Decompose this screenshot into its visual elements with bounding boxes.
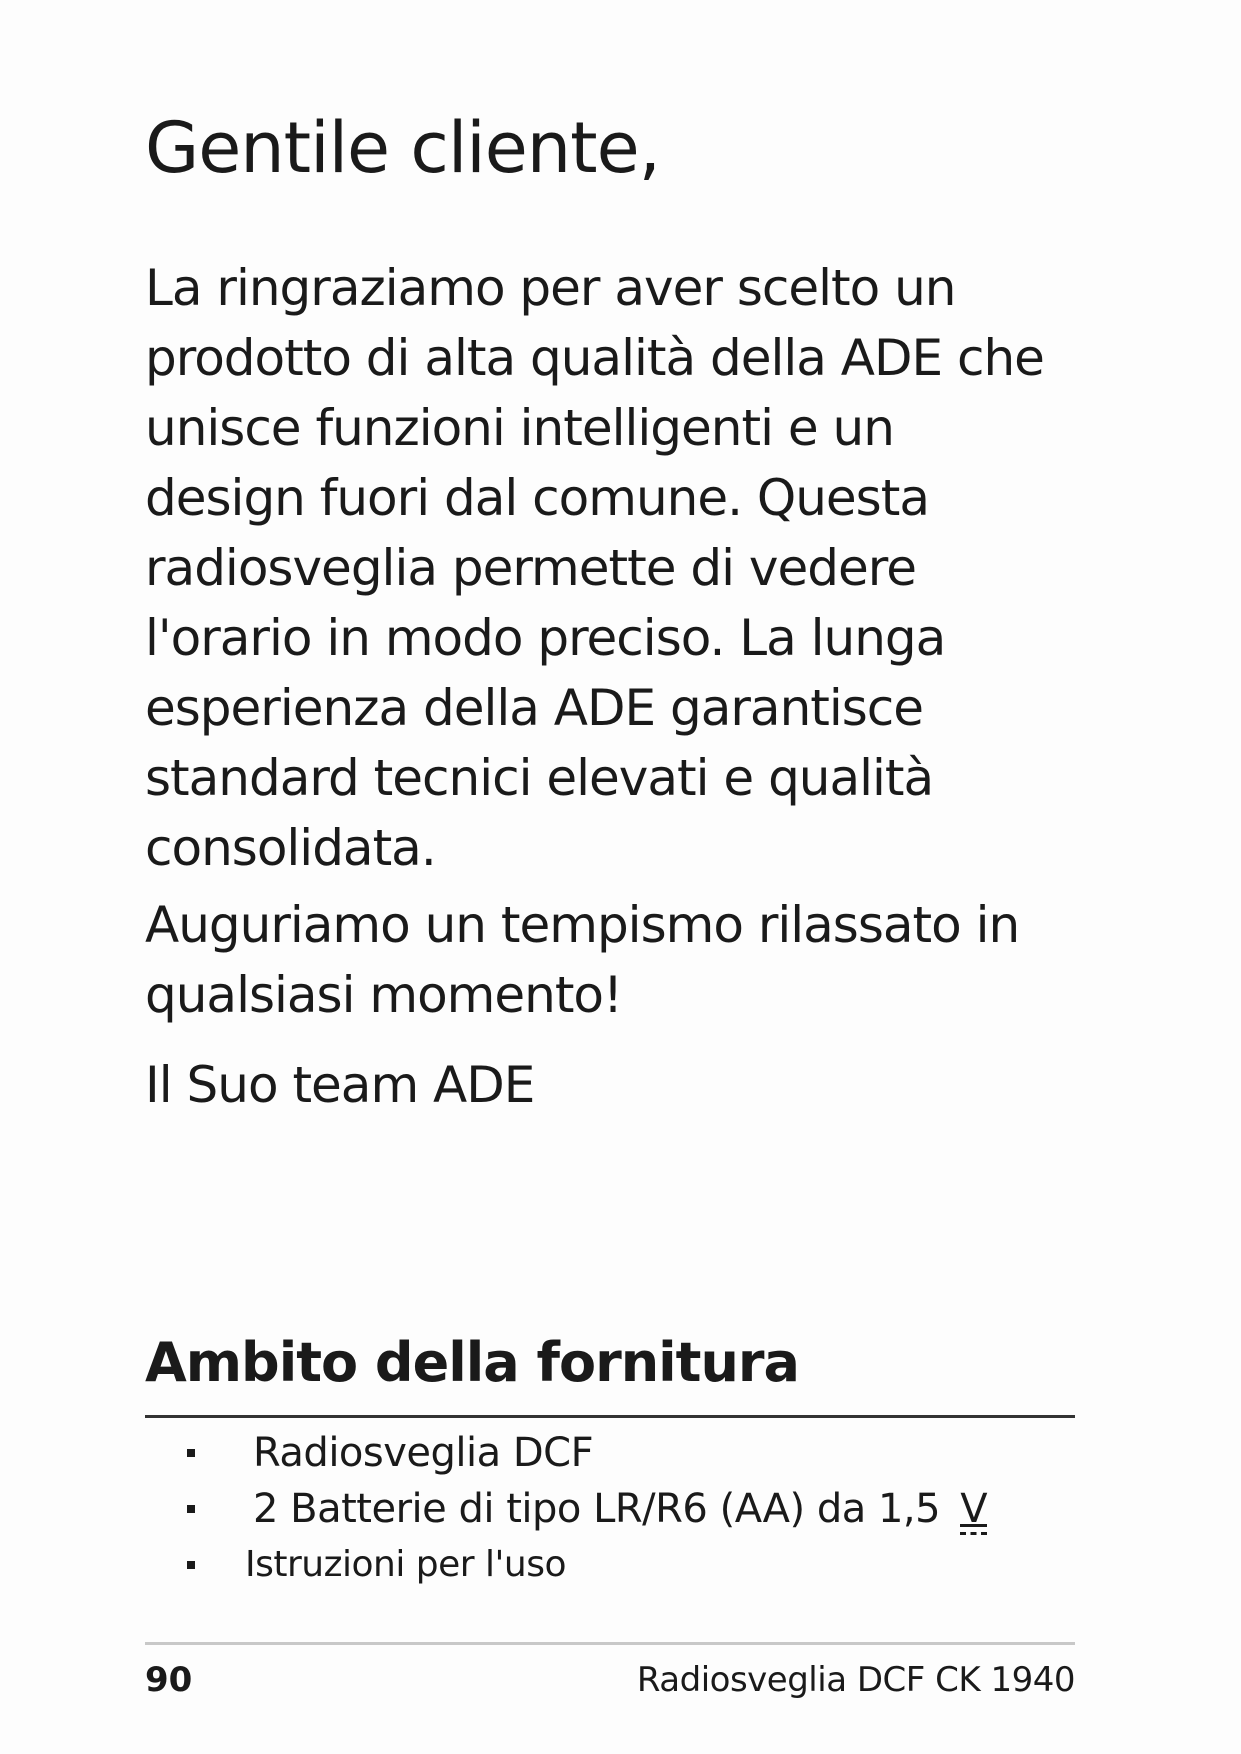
list-item-text: Radiosveglia DCF	[253, 1430, 594, 1476]
supply-list	[145, 1425, 1075, 1593]
square-bullet-icon	[187, 1561, 195, 1569]
footer-divider	[145, 1642, 1075, 1645]
list-item-text-wrapper	[253, 1481, 987, 1537]
list-item	[145, 1481, 1075, 1537]
intro-paragraph: La ringraziamo per aver scelto un prodotto di alta qualità della ADE che unisce funzioni intelligenti e un design fuori dal comune. Questa radiosveglia permette di vedere l'orario in modo preciso. La lunga esperienza della ADE garantisce standard tecnici elevati e qualità consolidata.	[145, 259, 1044, 877]
greeting-heading: Gentile cliente,	[145, 107, 660, 189]
footer-doc-title: Radiosveglia DCF CK 1940	[636, 1660, 1075, 1700]
list-item-text: 2 Batterie di tipo LR/R6 (AA) da 1,5	[253, 1486, 941, 1532]
square-bullet-icon	[187, 1505, 195, 1513]
square-bullet-icon	[187, 1449, 195, 1457]
page-number: 90	[145, 1660, 193, 1700]
section-divider	[145, 1415, 1075, 1418]
list-item-text: Istruzioni per l'uso	[245, 1544, 567, 1585]
wish-paragraph: Auguriamo un tempismo rilassato in qualsiasi momento!	[145, 896, 1020, 1024]
list-item	[145, 1537, 1075, 1593]
voltage-unit: V	[960, 1486, 988, 1532]
signature-text: Il Suo team ADE	[145, 1056, 535, 1114]
dc-voltage-icon	[960, 1481, 987, 1537]
list-item	[145, 1425, 1075, 1481]
supply-section-title: Ambito della fornitura	[145, 1331, 799, 1394]
